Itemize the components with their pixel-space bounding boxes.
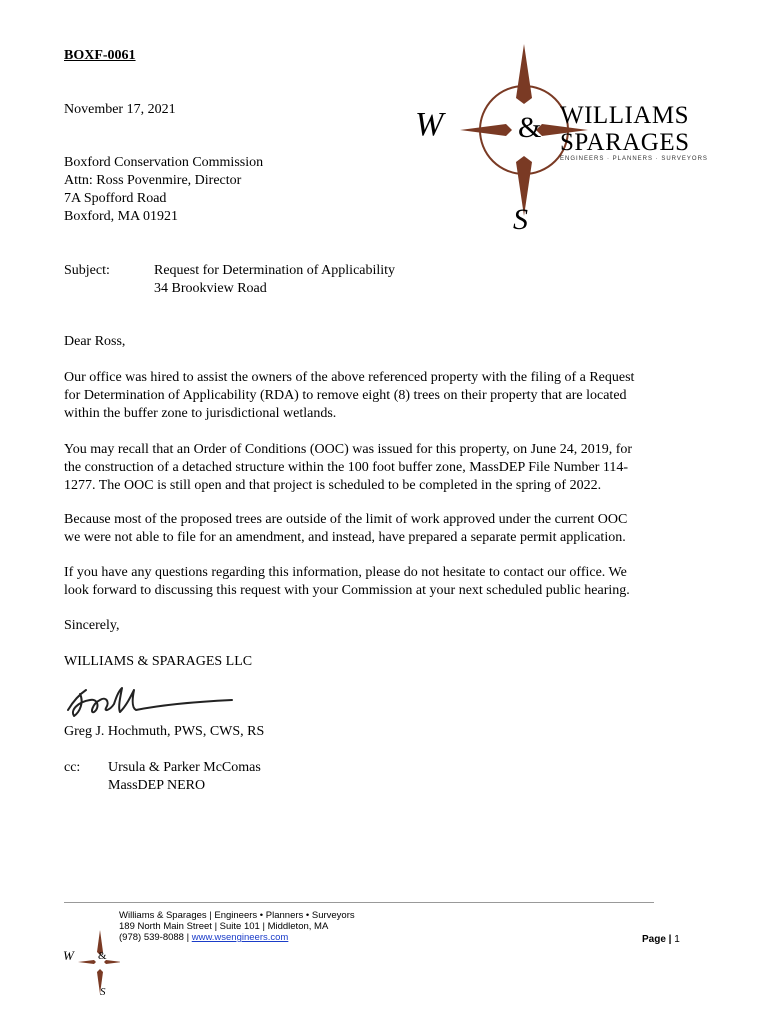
footer-line: Williams & Sparages | Engineers • Planners • Surveyors: [119, 910, 355, 921]
cc-recipient: Ursula & Parker McComas: [108, 760, 261, 775]
recipient-line: Boxford Conservation Commission: [64, 155, 264, 170]
body-paragraph: [64, 441, 684, 495]
footer-divider: [64, 902, 654, 903]
footer-line: [119, 932, 355, 943]
cc-label: cc:: [64, 760, 81, 775]
recipient-line: 7A Spofford Road: [64, 191, 167, 206]
paragraph-line: 1277. The OOC is still open and that project is scheduled to be completed in the spring of 2022.: [64, 478, 602, 493]
cc-recipients: [108, 759, 261, 795]
brand-name-line1: WILLIAMS: [560, 102, 689, 129]
website-link[interactable]: www.wsengineers.com: [191, 932, 289, 943]
subject-line: 34 Brookview Road: [154, 281, 267, 296]
recipient-address: [64, 154, 263, 226]
salutation: Dear Ross,: [64, 334, 126, 349]
brand-tagline: ENGINEERS · PLANNERS · SURVEYORS: [560, 156, 708, 162]
page-number: [642, 934, 680, 945]
logo-letter-s: S: [513, 203, 528, 236]
handwritten-signature: [60, 680, 240, 722]
paragraph-line: If you have any questions regarding this information, please do not hesitate to contact our office. We: [64, 565, 627, 580]
paragraph-line: Because most of the proposed trees are outside of the limit of work approved under the current OOC: [64, 512, 628, 527]
logo-ampersand: &: [518, 111, 542, 144]
recipient-line: Attn: Ross Povenmire, Director: [64, 173, 242, 188]
subject-label: Subject:: [64, 263, 110, 278]
paragraph-line: for Determination of Applicability (RDA) to remove eight (8) trees on their property that are located: [64, 388, 627, 403]
recipient-line: Boxford, MA 01921: [64, 209, 178, 224]
firm-name: WILLIAMS & SPARAGES LLC: [64, 654, 253, 669]
footer-compass-logo: [60, 928, 120, 1000]
paragraph-line: the construction of a detached structure within the 100 foot buffer zone, MassDEP File Number 114-: [64, 460, 629, 475]
reference-number: BOXF-0061: [64, 48, 136, 63]
body-paragraph: [64, 564, 684, 600]
paragraph-line: Our office was hired to assist the owners of the above referenced property with the filing of a Request: [64, 370, 635, 385]
page-number-value: 1: [674, 934, 680, 945]
paragraph-line: You may recall that an Order of Conditions (OOC) was issued for this property, on June 24, 2019, for: [64, 442, 633, 457]
letter-date: November 17, 2021: [64, 102, 176, 117]
footer-logo-ampersand: &: [98, 950, 107, 962]
closing: Sincerely,: [64, 618, 120, 633]
footer-contact: [119, 910, 355, 943]
cc-recipient: MassDEP NERO: [108, 778, 206, 793]
body-paragraph: [64, 369, 684, 423]
paragraph-line: look forward to discussing this request with your Commission at your next scheduled public hearing.: [64, 583, 630, 598]
footer-logo-w: W: [63, 948, 74, 963]
logo-letter-w: W: [415, 106, 444, 143]
footer-logo-s: S: [100, 986, 106, 998]
paragraph-line: within the buffer zone to jurisdictional wetlands.: [64, 406, 337, 421]
body-paragraph: [64, 511, 684, 547]
subject-text: [154, 262, 395, 298]
footer-phone: (978) 539-8088 |: [119, 932, 192, 943]
subject-line: Request for Determination of Applicability: [154, 263, 396, 278]
paragraph-line: we were not able to file for an amendment, and instead, have prepared a separate permit application.: [64, 530, 626, 545]
page-label: Page |: [642, 934, 675, 945]
footer-line: 189 North Main Street | Suite 101 | Middleton, MA: [119, 921, 329, 932]
brand-name-line2: SPARAGES: [560, 129, 690, 156]
signer-name: Greg J. Hochmuth, PWS, CWS, RS: [64, 724, 265, 739]
